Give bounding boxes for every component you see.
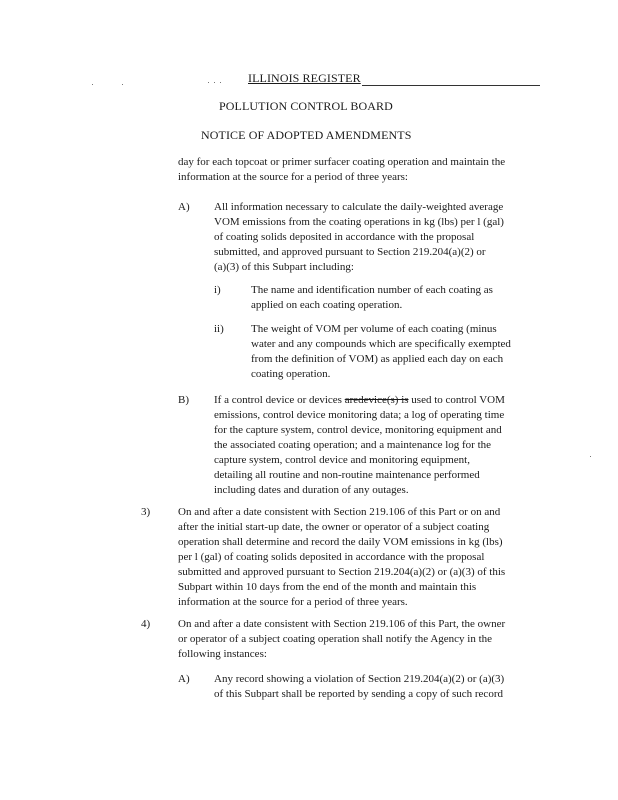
notice-title: NOTICE OF ADOPTED AMENDMENTS — [201, 128, 412, 142]
item-b-label: B) — [178, 394, 189, 406]
text-line: submitted and approved pursuant to Section 219.204(a)(2) or (a)(3) of this — [178, 566, 506, 578]
scan-speck — [590, 456, 591, 457]
text-line: On and after a date consistent with Section 219.106 of this Part or on and — [178, 506, 501, 518]
text-segment: used to control VOM — [408, 394, 505, 406]
text-line: On and after a date consistent with Section 219.106 of this Part, the owner — [178, 618, 506, 630]
sub-i-text — [251, 283, 493, 313]
item-a-text — [214, 200, 504, 275]
text-line: or operator of a subject coating operation shall notify the Agency in the — [178, 633, 493, 645]
text-line: All information necessary to calculate the daily-weighted average — [214, 201, 504, 213]
sub-i-label: i) — [214, 284, 221, 296]
text-line: detailing all routine and non-routine maintenance performed — [214, 469, 480, 481]
text-line: capture system, control device and monitoring equipment, — [214, 454, 470, 466]
text-line: including dates and duration of any outages. — [214, 484, 409, 496]
text-line: submitted, and approved pursuant to Section 219.204(a)(2) or — [214, 246, 486, 258]
item-4a-text — [214, 672, 504, 702]
scan-speck — [220, 82, 221, 83]
text-segment: If a control device or devices — [214, 394, 345, 406]
item-a-label: A) — [178, 201, 190, 213]
item-4-text — [178, 617, 505, 662]
text-line: operation shall determine and record the daily VOM emissions in kg (lbs) — [178, 536, 503, 548]
text-line: per l (gal) of coating solids deposited in accordance with the proposal — [178, 551, 485, 563]
text-line: of coating solids deposited in accordance with the proposal — [214, 231, 475, 243]
item-4-label: 4) — [141, 618, 151, 630]
text-line: after the initial start-up date, the owner or operator of a subject coating — [178, 521, 490, 533]
text-line: The name and identification number of each coating as — [251, 284, 493, 296]
struck-text: aredevice(s) is — [344, 394, 409, 406]
text-line: Subpart within 10 days from the end of the month and maintain this — [178, 581, 477, 593]
sub-ii-text — [251, 322, 511, 382]
text-line: The weight of VOM per volume of each coating (minus — [251, 323, 497, 335]
scan-speck — [122, 84, 123, 85]
item-3-label: 3) — [141, 506, 151, 518]
text-line: from the definition of VOM) as applied each day on each — [251, 353, 504, 365]
text-line: (a)(3) of this Subpart including: — [214, 261, 354, 273]
board-name: POLLUTION CONTROL BOARD — [219, 99, 393, 113]
text-line: for the capture system, control device, monitoring equipment and — [214, 424, 502, 436]
intro-paragraph — [178, 155, 505, 185]
text-line: Any record showing a violation of Section 219.204(a)(2) or (a)(3) — [214, 673, 505, 685]
item-b-text — [214, 393, 505, 498]
scan-speck — [214, 82, 215, 83]
text-line: the associated coating operation; and a maintenance log for the — [214, 439, 492, 451]
header-rule — [362, 85, 540, 86]
text-line: VOM emissions from the coating operations in kg (lbs) per l (gal) — [214, 216, 504, 228]
text-line: coating operation. — [251, 368, 331, 380]
text-line: emissions, control device monitoring data; a log of operating time — [214, 409, 505, 421]
item-3-text — [178, 505, 505, 610]
text-line: information at the source for a period of three years: — [178, 171, 408, 183]
scan-speck — [208, 82, 209, 83]
sub-ii-label: ii) — [214, 323, 224, 335]
text-line: applied on each coating operation. — [251, 299, 403, 311]
register-title: ILLINOIS REGISTER — [248, 71, 361, 85]
text-line: day for each topcoat or primer surfacer coating operation and maintain the — [178, 156, 506, 168]
text-line: water and any compounds which are specifically exempted — [251, 338, 511, 350]
item-4a-label: A) — [178, 673, 190, 685]
text-line — [214, 393, 505, 408]
text-line: information at the source for a period of three years. — [178, 596, 408, 608]
text-line: of this Subpart shall be reported by sending a copy of such record — [214, 688, 503, 700]
text-line: following instances: — [178, 648, 267, 660]
scan-speck — [92, 84, 93, 85]
